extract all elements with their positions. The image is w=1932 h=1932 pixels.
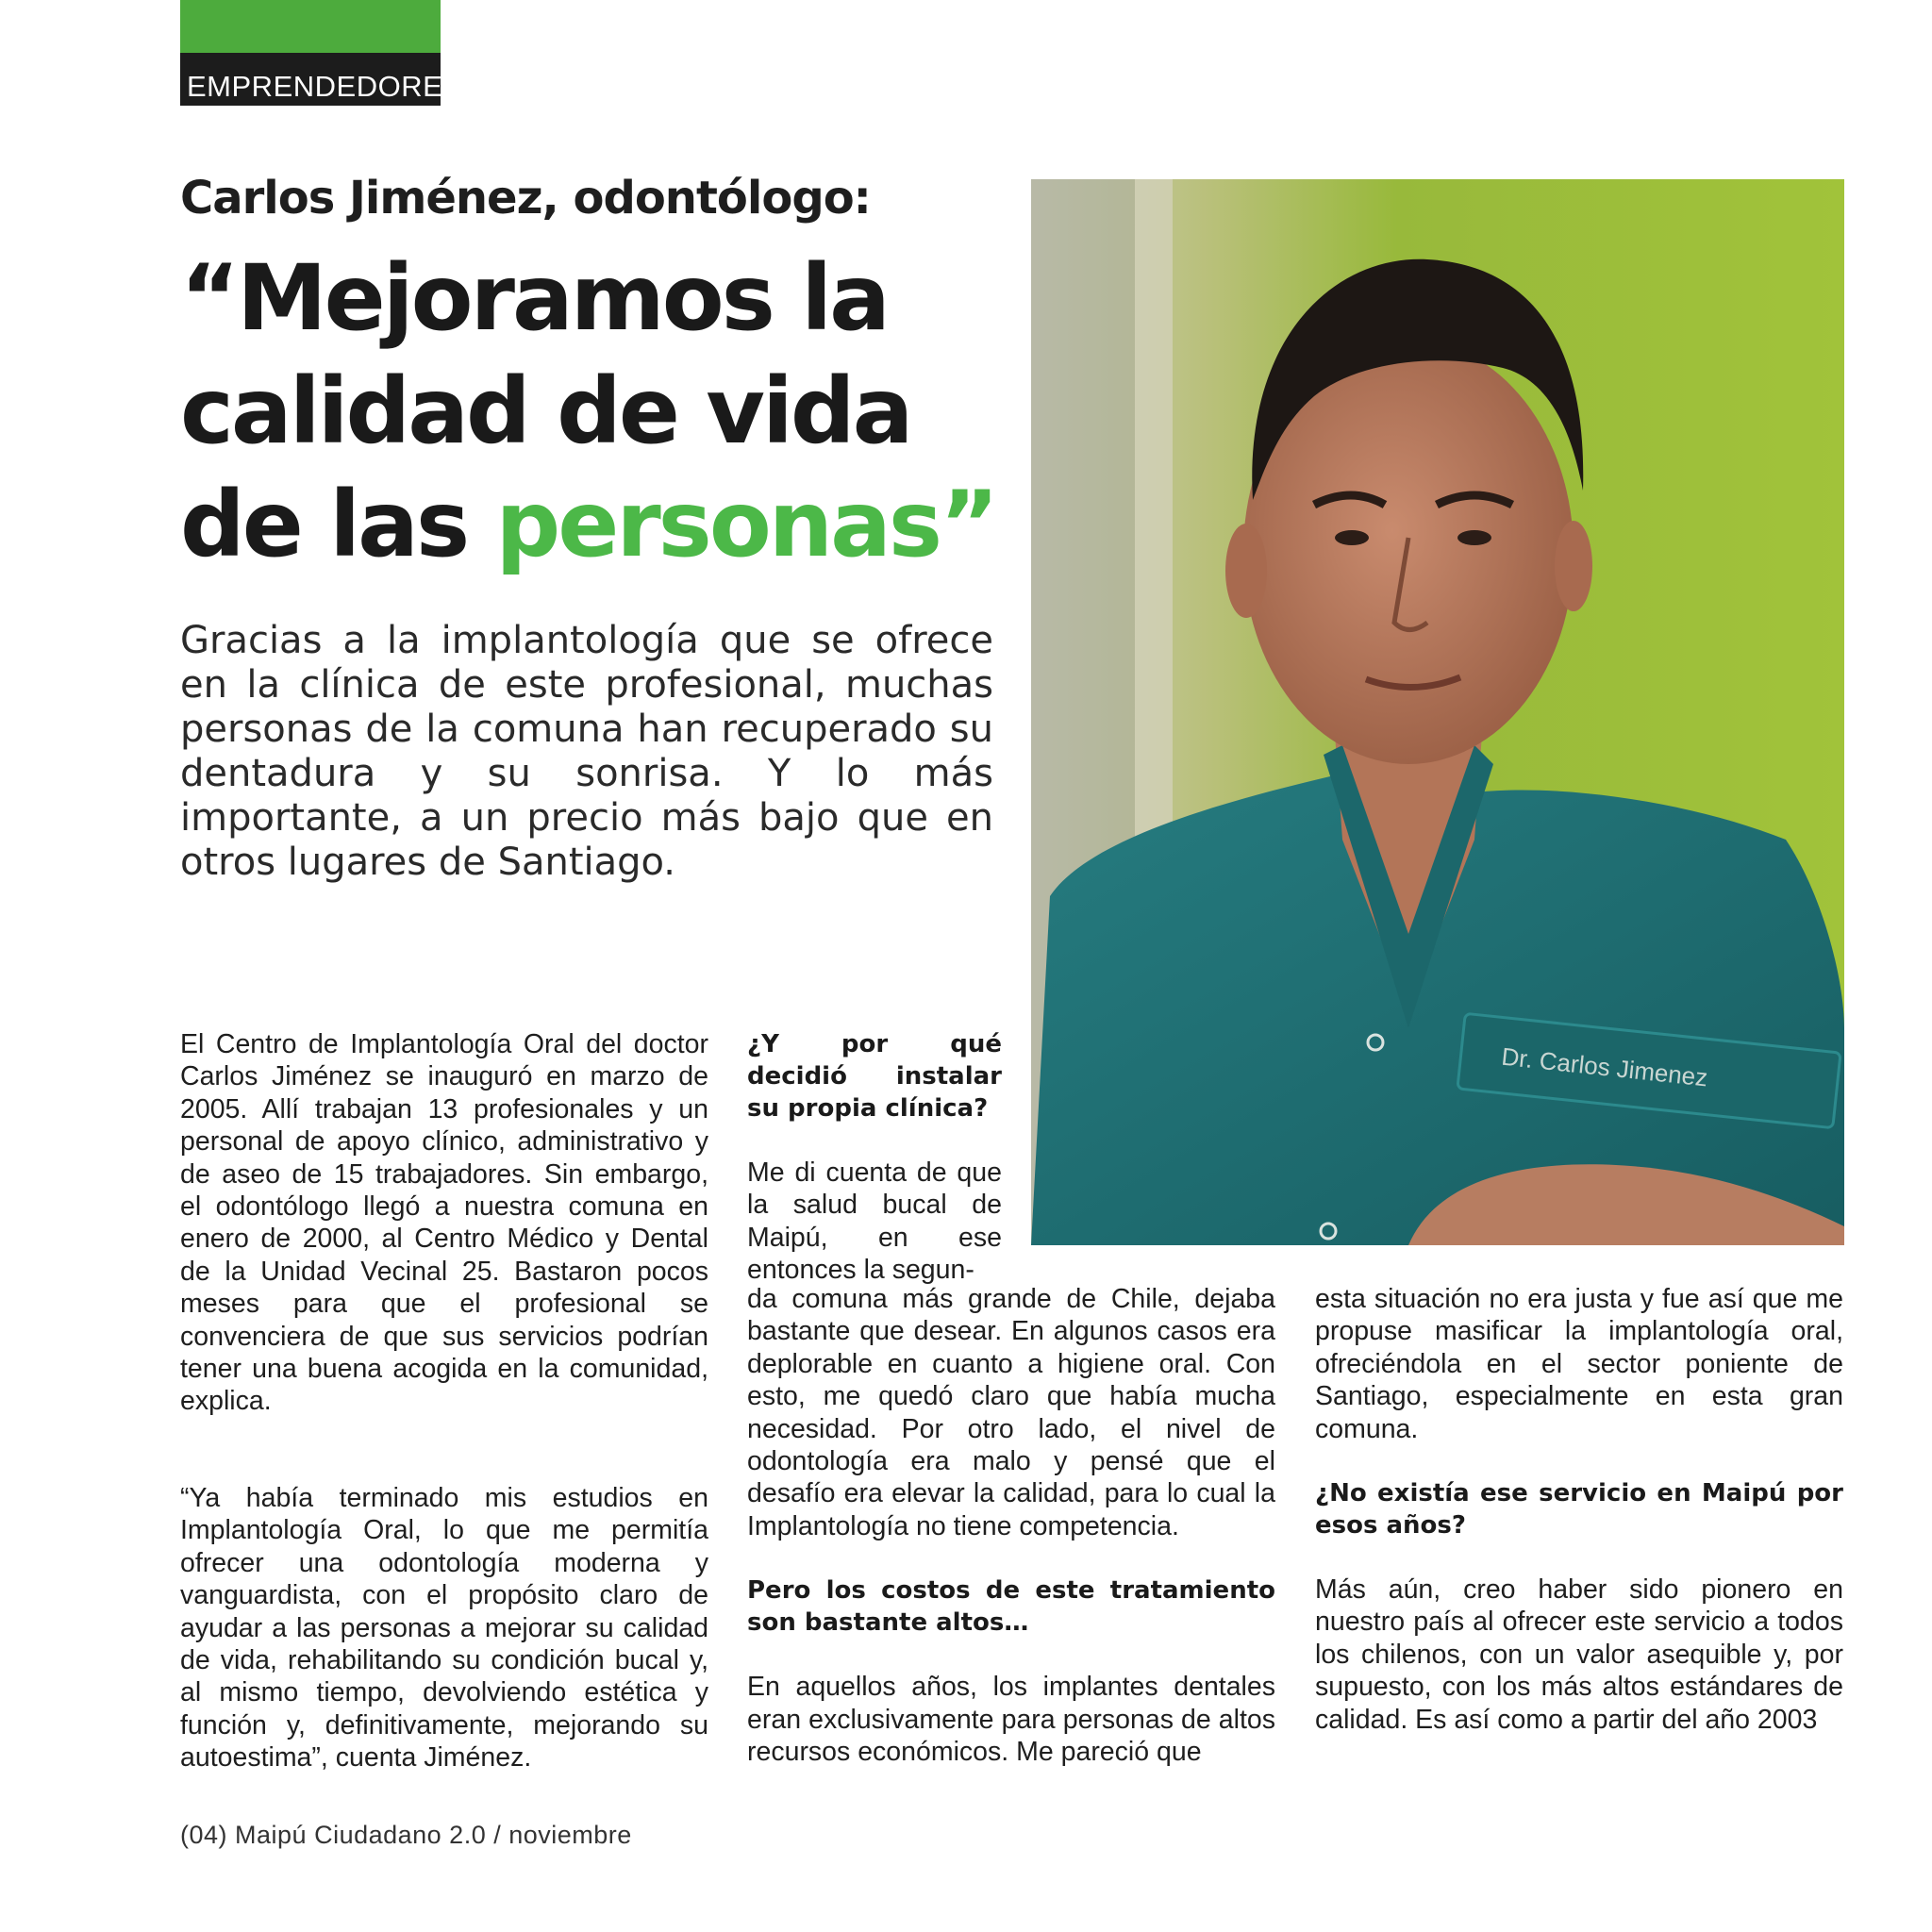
- article-paragraph-quote: “Ya había terminado mis estudios en Implantología Oral, lo que me permitía ofrecer una odontología moderna y vanguardista, con el propósito claro de ayudar a las personas a mejorar su calidad de vida, rehabilitando su condición bucal y, al mismo tiempo, devolviendo estética y función y, definitivamente, mejorando su autoestima”, cuenta Jiménez.: [180, 1482, 708, 1774]
- article-column-3: [1315, 1283, 1843, 1736]
- headline-line-2: calidad de vida: [180, 358, 911, 464]
- article-paragraph: esta situación no era justa y fue así que me propuse masificar la implantología oral, ofreciéndola en el sector poniente de Santiago, especialmente en esta gran comuna.: [1315, 1284, 1843, 1444]
- photo-badge-text: Dr. Carlos Jimenez: [1500, 1041, 1709, 1092]
- photo-left-eye: [1335, 530, 1369, 545]
- page-footer: [180, 1819, 632, 1851]
- article-column-2-bottom: [747, 1283, 1275, 1768]
- publication-name: Maipú Ciudadano 2.0 / noviembre: [235, 1821, 632, 1849]
- interview-question: ¿No existía ese servicio en Maipú por esos años?: [1315, 1479, 1843, 1541]
- photo-right-eye: [1457, 530, 1491, 545]
- section-tab-color-bar: [180, 0, 441, 53]
- headline-kicker: Carlos Jiménez, odontólogo:: [180, 172, 871, 225]
- portrait-photo: [1031, 179, 1844, 1245]
- headline-line-3-start: de las: [180, 472, 496, 577]
- section-tab: [180, 0, 463, 106]
- interview-question: ¿Y por qué decidió instalar su propia clínica?: [747, 1030, 1002, 1123]
- headline-line-3: [180, 468, 1010, 581]
- page-number: (04): [180, 1821, 228, 1849]
- headline: [180, 242, 1010, 581]
- article-paragraph: Más aún, creo haber sido pionero en nuestro país al ofrecer este servicio a todos los chilenos, con un valor asequible y, por supuesto, con los más altos estándares de calidad. Es así como a partir del año 2003: [1315, 1574, 1843, 1735]
- article-paragraph: da comuna más grande de Chile, dejaba bastante que desear. En algunos casos era deplorable en cuanto a higiene oral. Con esto, me quedó claro que había mucha necesidad. Por otro lado, el nivel de odontología era malo y pensé que el desafío era elevar la calidad, para lo cual la Implantología no tiene competencia.: [747, 1284, 1275, 1541]
- article-column-1: [180, 1028, 708, 1774]
- photo-door-frame: [1135, 179, 1173, 840]
- photo-left-ear: [1225, 524, 1267, 618]
- headline-accent-word: personas: [495, 472, 941, 577]
- photo-right-ear: [1555, 521, 1592, 611]
- article-paragraph: Me di cuenta de que la salud bucal de Maipú, en ese entonces la segun-: [747, 1158, 1002, 1286]
- article-column-2-top: [747, 1028, 1002, 1287]
- article-paragraph: El Centro de Implantología Oral del doctor Carlos Jiménez se inauguró en marzo de 2005. Allí trabajan 13 profesionales y un personal de apoyo clínico, administrativo y de aseo de 15 trabajadores. Sin embargo, el odontólogo llegó a nuestra comuna en enero de 2000, al Centro Médico y Dental de la Unidad Vecinal 25. Bastaron pocos meses para que el profesional se convenciera de que sus servicios podrían tener una buena acogida en la comunidad, explica.: [180, 1029, 708, 1417]
- article-paragraph: En aquellos años, los implantes dentales eran exclusivamente para personas de altos recursos económicos. Me pareció que: [747, 1672, 1275, 1768]
- lead-paragraph: Gracias a la implantología que se ofrece en la clínica de este profesional, muchas personas de la comuna han recuperado su dentadura y su sonrisa. Y lo más importante, a un precio más bajo que en otros lugares de Santiago.: [180, 619, 993, 884]
- headline-closing-quote: ”: [940, 472, 997, 577]
- interview-question: Pero los costos de este tratamiento son bastante altos…: [747, 1576, 1275, 1638]
- headline-line-1: “Mejoramos la: [180, 245, 888, 351]
- section-label: EMPRENDEDORES: [187, 70, 463, 103]
